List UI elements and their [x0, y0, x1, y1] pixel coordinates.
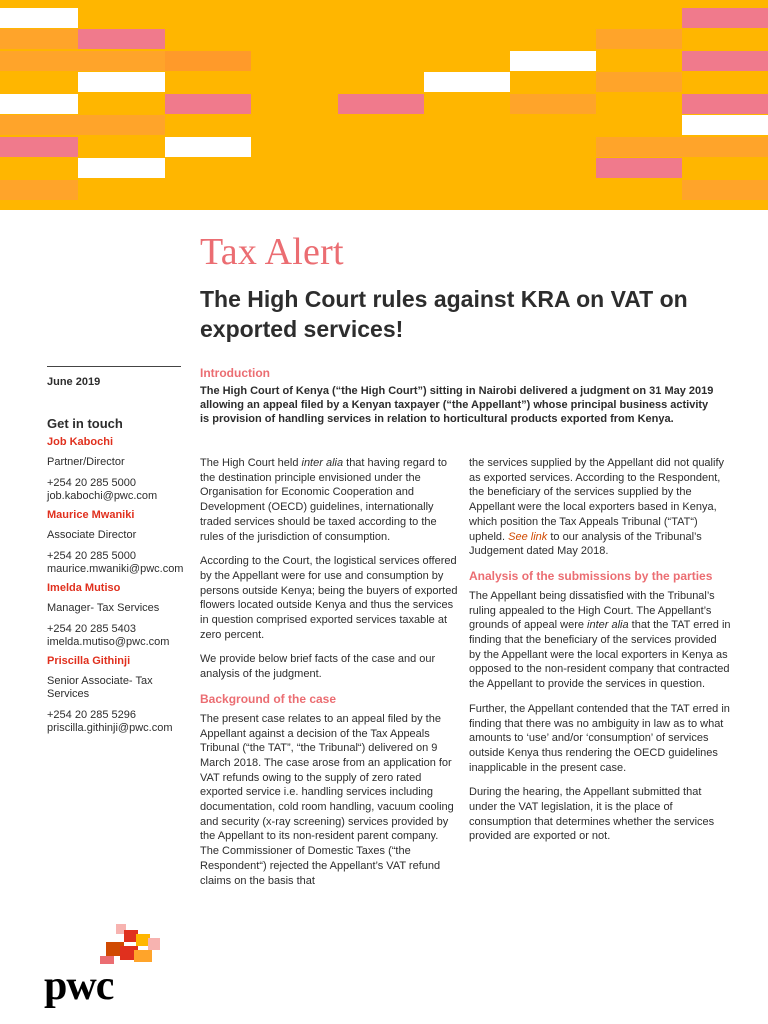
headline: The High Court rules against KRA on VAT on exported services!	[200, 286, 688, 342]
contact-name: Priscilla Githinji	[47, 655, 131, 667]
section-heading-background: Background of the case	[200, 691, 337, 706]
issue-date: June 2019	[47, 376, 101, 388]
contact-email[interactable]: maurice.mwaniki@pwc.com	[47, 563, 184, 575]
body-column-left	[200, 456, 460, 898]
paragraph: The High Court held inter alia that having regard to the destination principle envisioned under the Organisation for Economic Cooperation and Development (OECD) guidelines, internationally traded services should be taxed according to the rules of the jurisdiction of consumption.	[200, 457, 448, 543]
contact-role: Senior Associate- Tax Services	[47, 675, 153, 700]
contact-phone: +254 20 285 5296	[47, 709, 137, 721]
body-column-right	[469, 456, 731, 854]
contact-email[interactable]: job.kabochi@pwc.com	[47, 490, 158, 502]
paragraph: The present case relates to an appeal filed by the Appellant against a decision of the Tax Appeals Tribunal (“the TAT”, “the Tribunal“) delivered on 9 March 2018. The case arose from an application for VAT refunds owing to the supply of zero rated exported service i.e. handling services including documentation, cold room handling, vacuum cooling and security (x-ray screening) services provided by the Appellant to its non-resident parent company. The Commissioner of Domestic Taxes (“the Respondent“) rejected the Appellant’s VAT refund claims on the basis that	[200, 712, 454, 887]
paragraph: We provide below brief facts of the case and our analysis of the judgment.	[200, 653, 436, 681]
doc-type-title: Tax Alert	[200, 231, 344, 273]
contact-name: Imelda Mutiso	[47, 582, 121, 594]
contact-phone: +254 20 285 5000	[47, 550, 137, 562]
paragraph: During the hearing, the Appellant submitted that under the VAT legislation, it is the place of consumption that determines whether the services provided are exported or not.	[469, 786, 715, 843]
contact-email[interactable]: imelda.mutiso@pwc.com	[47, 636, 170, 648]
introduction-text: The High Court of Kenya (“the High Court”) sitting in Nairobi delivered a judgment on 31 May 2019 allowing an appeal filed by a Kenyan taxpayer (“the Appellant”) whose principal business activity is provision of handling services in relation to horticultural products exported from Kenya.	[200, 385, 714, 425]
contact-role: Partner/Director	[47, 456, 125, 468]
section-heading-analysis: Analysis of the submissions by the parties	[469, 568, 713, 583]
contact-card	[47, 655, 197, 735]
sidebar	[47, 376, 197, 741]
paragraph: According to the Court, the logistical services offered by the Appellant were for use and consumption by persons outside Kenya; being the buyers of exported flowers located outside Kenya and thus the services in question comprised exported services taxable at zero percent.	[200, 555, 458, 641]
contact-role: Manager- Tax Services	[47, 602, 160, 614]
paragraph: the services supplied by the Appellant did not qualify as exported services. According to the Respondent, the beneficiary of the services supplied by the Appellant were the local exporters based in Kenya, which position the Tax Appeals Tribunal (“TAT“) upheld. See link to our analysis of the Tribunal’s Judgement dated May 2018.	[469, 457, 724, 558]
contact-card	[47, 582, 197, 649]
get-in-touch-heading: Get in touch	[47, 416, 123, 431]
contact-phone: +254 20 285 5000	[47, 477, 137, 489]
introduction-heading: Introduction	[200, 366, 270, 380]
pwc-wordmark: pwc	[44, 963, 114, 1009]
see-link[interactable]: See link	[508, 530, 548, 543]
paragraph: Further, the Appellant contended that the TAT erred in finding that there was no ambiguity in law as to what amounts to ‘use’ and/or ‘consumption’ of services outside Kenya thus rendering the OECD guidelines inapplicable in the present case.	[469, 702, 730, 774]
contact-email[interactable]: priscilla.githinji@pwc.com	[47, 722, 173, 734]
contact-card	[47, 436, 197, 503]
contact-card	[47, 509, 197, 576]
pwc-logo	[44, 920, 164, 1010]
contact-role: Associate Director	[47, 529, 137, 541]
contact-name: Maurice Mwaniki	[47, 509, 135, 521]
header-banner	[0, 0, 768, 210]
contact-name: Job Kabochi	[47, 436, 114, 448]
paragraph: The Appellant being dissatisfied with the Tribunal’s ruling appealed to the High Court. The Appellant’s grounds of appeal were inter alia that the TAT erred in finding that the beneficiary of the services provided by the Appellant were the local exporters in Kenya as opposed to the non-resident company that contracted the Appellant to provide the services in question.	[469, 589, 731, 691]
contact-phone: +254 20 285 5403	[47, 623, 137, 635]
sidebar-divider	[47, 366, 181, 367]
